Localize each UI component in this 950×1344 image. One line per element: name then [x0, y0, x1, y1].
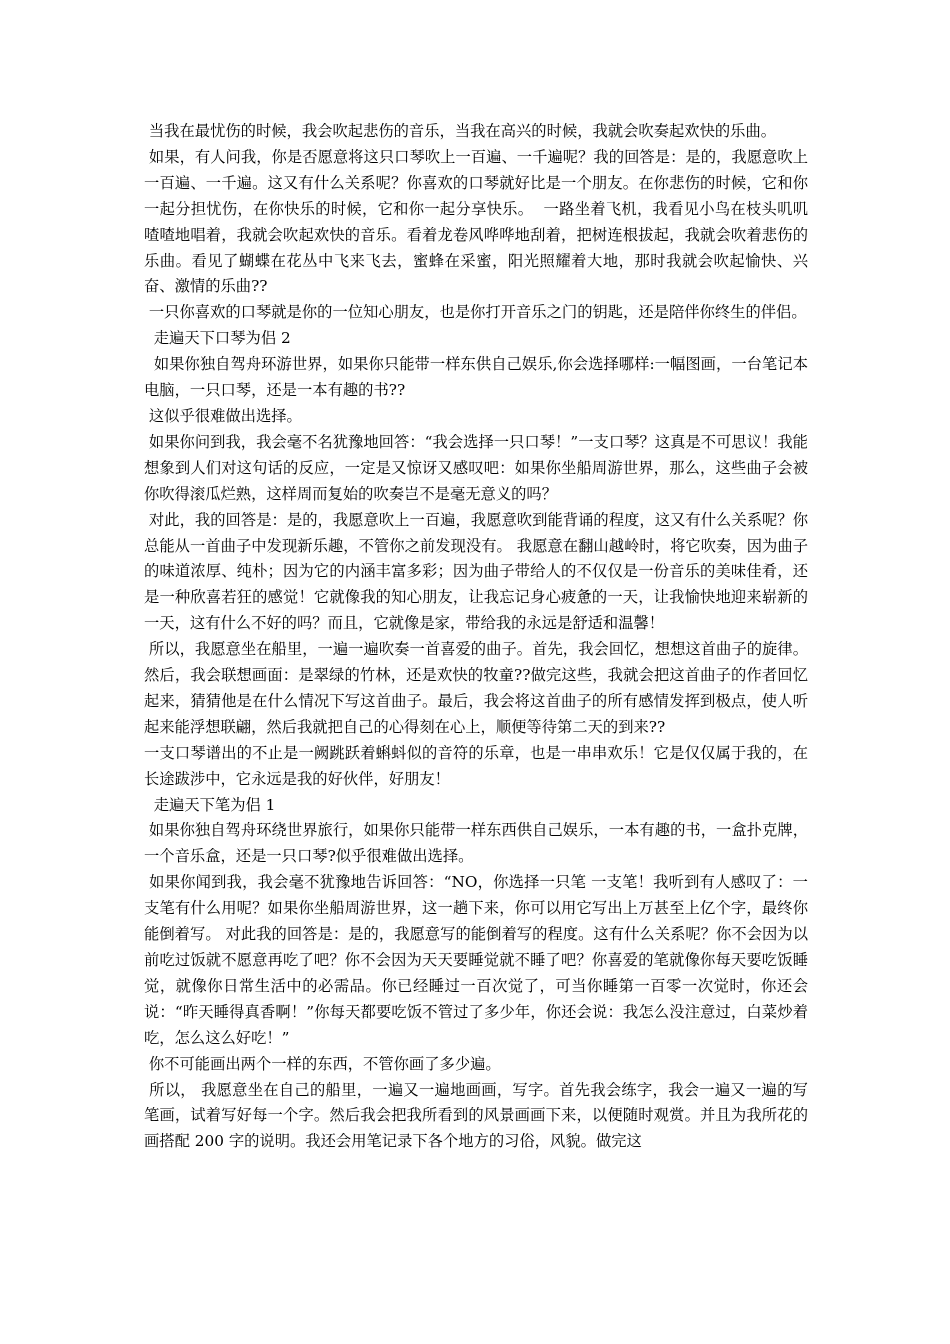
paragraph-never-same: 你不可能画出两个一样的东西，不管你画了多少遍。: [144, 1054, 501, 1073]
paragraph-harmonica-key: 一只你喜欢的口琴就是你的一位知心朋友，也是你打开音乐之门的钥匙，还是陪伴你终生的伴侣。: [144, 303, 807, 322]
paragraph-hard-choice: 这似乎很难做出选择。: [144, 406, 302, 425]
paragraph-pen-practice: 所以， 我愿意坐在自己的船里，一遍又一遍地画画，写字。首先我会练字，我会一遍又一遍的写笔画，试着写好每一个字。然后我会把我所看到的风景画画下来，以便随时观赏。并且为我所花的画搭配 200 字的说明。我还会用笔记录下各个地方的习俗，风貌。做完这: [144, 1080, 808, 1151]
paragraph-answer-repeat: 对此，我的回答是：是的，我愿意吹上一百遍，我愿意吹到能背诵的程度，这又有什么关系呢？你总能从一首曲子中发现新乐趣，不管你之前发现没有。 我愿意在翻山越岭时，将它吹奏，因为曲子的味道浓厚、纯朴；因为它的内涵丰富多彩；因为曲子带给人的不仅仅是一份音乐的美味佳肴，还是一种欣喜若狂的感觉！它就像我的知心朋友，让我忘记身心疲惫的一天，让我愉快地迎来崭新的一天，这有什么不好的吗？而且，它就像是家，带给我的永远是舒适和温馨！: [144, 510, 808, 633]
paragraph-choose-pen: 如果你闻到我，我会毫不犹豫地告诉回答：“NO，你选择一只笔 一支笔！我听到有人感叹了：一支笔有什么用呢？如果你坐船周游世界，这一趟下来，你可以用它写出上万甚至上亿个字，最终你能倒着写。 对此我的回答是：是的，我愿意写的能倒着写的程度。这有什么关系呢？你不会因为以前吃过饭就不愿意再吃了吧？你不会因为天天要睡觉就不睡了吧？你喜爱的笔就像你每天要吃饭睡觉，就像你日常生活中的必需品。你已经睡过一百次觉了，可当你睡第一百零一次觉时，你还会说：“昨天睡得真香啊！”你每天都要吃饭不管过了多少年，你还会说：我怎么没注意过，白菜炒着吃，怎么这么好吃！”: [144, 873, 808, 1047]
section-heading-harmonica-2: 走遍天下口琴为侣 2: [144, 329, 291, 348]
section-heading-pen-1: 走遍天下笔为侣 1: [144, 795, 276, 814]
paragraph-so-in-boat: 所以，我愿意坐在船里，一遍一遍吹奏一首喜爱的曲子。首先，我会回忆，想想这首曲子的旋律。然后，我会联想画面：是翠绿的竹林，还是欢快的牧童??做完这些，我就会把这首曲子的作者回忆起来，猜猜他是在什么情况下写这首曲子。最后，我会将这首曲子的所有感情发挥到极点，使人听起来能浮想联翩，然后我就把自己的心得刻在心上，顺便等待第二天的到来??: [144, 640, 808, 736]
document-body: [144, 119, 808, 1155]
paragraph-harmonica-friend: 如果，有人问我，你是否愿意将这只口琴吹上一百遍、一千遍呢？我的回答是：是的，我愿意吹上一百遍、一千遍。这又有什么关系呢？你喜欢的口琴就好比是一个朋友。在你悲伤的时候，它和你一起分担忧伤，在你快乐的时候，它和你一起分享快乐。 一路坐着飞机，我看见小鸟在枝头叽叽喳喳地唱着，我就会吹起欢快的音乐。看着龙卷风哗哗地刮着，把树连根拔起，我就会吹着悲伤的乐曲。看见了蝴蝶在花丛中飞来飞去，蜜蜂在采蜜，阳光照耀着大地，那时我就会吹起愉快、兴奋、激情的乐曲??: [144, 147, 808, 296]
paragraph-pen-voyage-question: 如果你独自驾舟环绕世界旅行，如果你只能带一样东西供自己娱乐，一本有趣的书，一盒扑克牌，一个音乐盒，还是一只口琴?似乎很难做出选择。: [144, 821, 808, 866]
paragraph-choose-harmonica: 如果你问到我，我会毫不名犹豫地回答：“我会选择一只口琴！”一支口琴？这真是不可思议！我能想象到人们对这句话的反应，一定是又惊讶又感叹吧：如果你坐船周游世界，那么，这些曲子会被你吹得滚瓜烂熟，这样周而复始的吹奏岂不是毫无意义的吗？: [144, 432, 808, 503]
paragraph-harmonica-joy: 一支口琴谱出的不止是一阙跳跃着蝌蚪似的音符的乐章，也是一串串欢乐！它是仅仅属于我的，在长途跋涉中，它永远是我的好伙伴，好朋友！: [144, 743, 808, 788]
paragraph-voyage-question: 如果你独自驾舟环游世界，如果你只能带一样东供自己娱乐,你会选择哪样:一幅图画，一台笔记本电脑，一只口琴，还是一本有趣的书??: [144, 355, 808, 400]
paragraph-intro-sad-happy: 当我在最忧伤的时候，我会吹起悲伤的音乐，当我在高兴的时候，我就会吹奏起欢快的乐曲。: [144, 122, 777, 140]
